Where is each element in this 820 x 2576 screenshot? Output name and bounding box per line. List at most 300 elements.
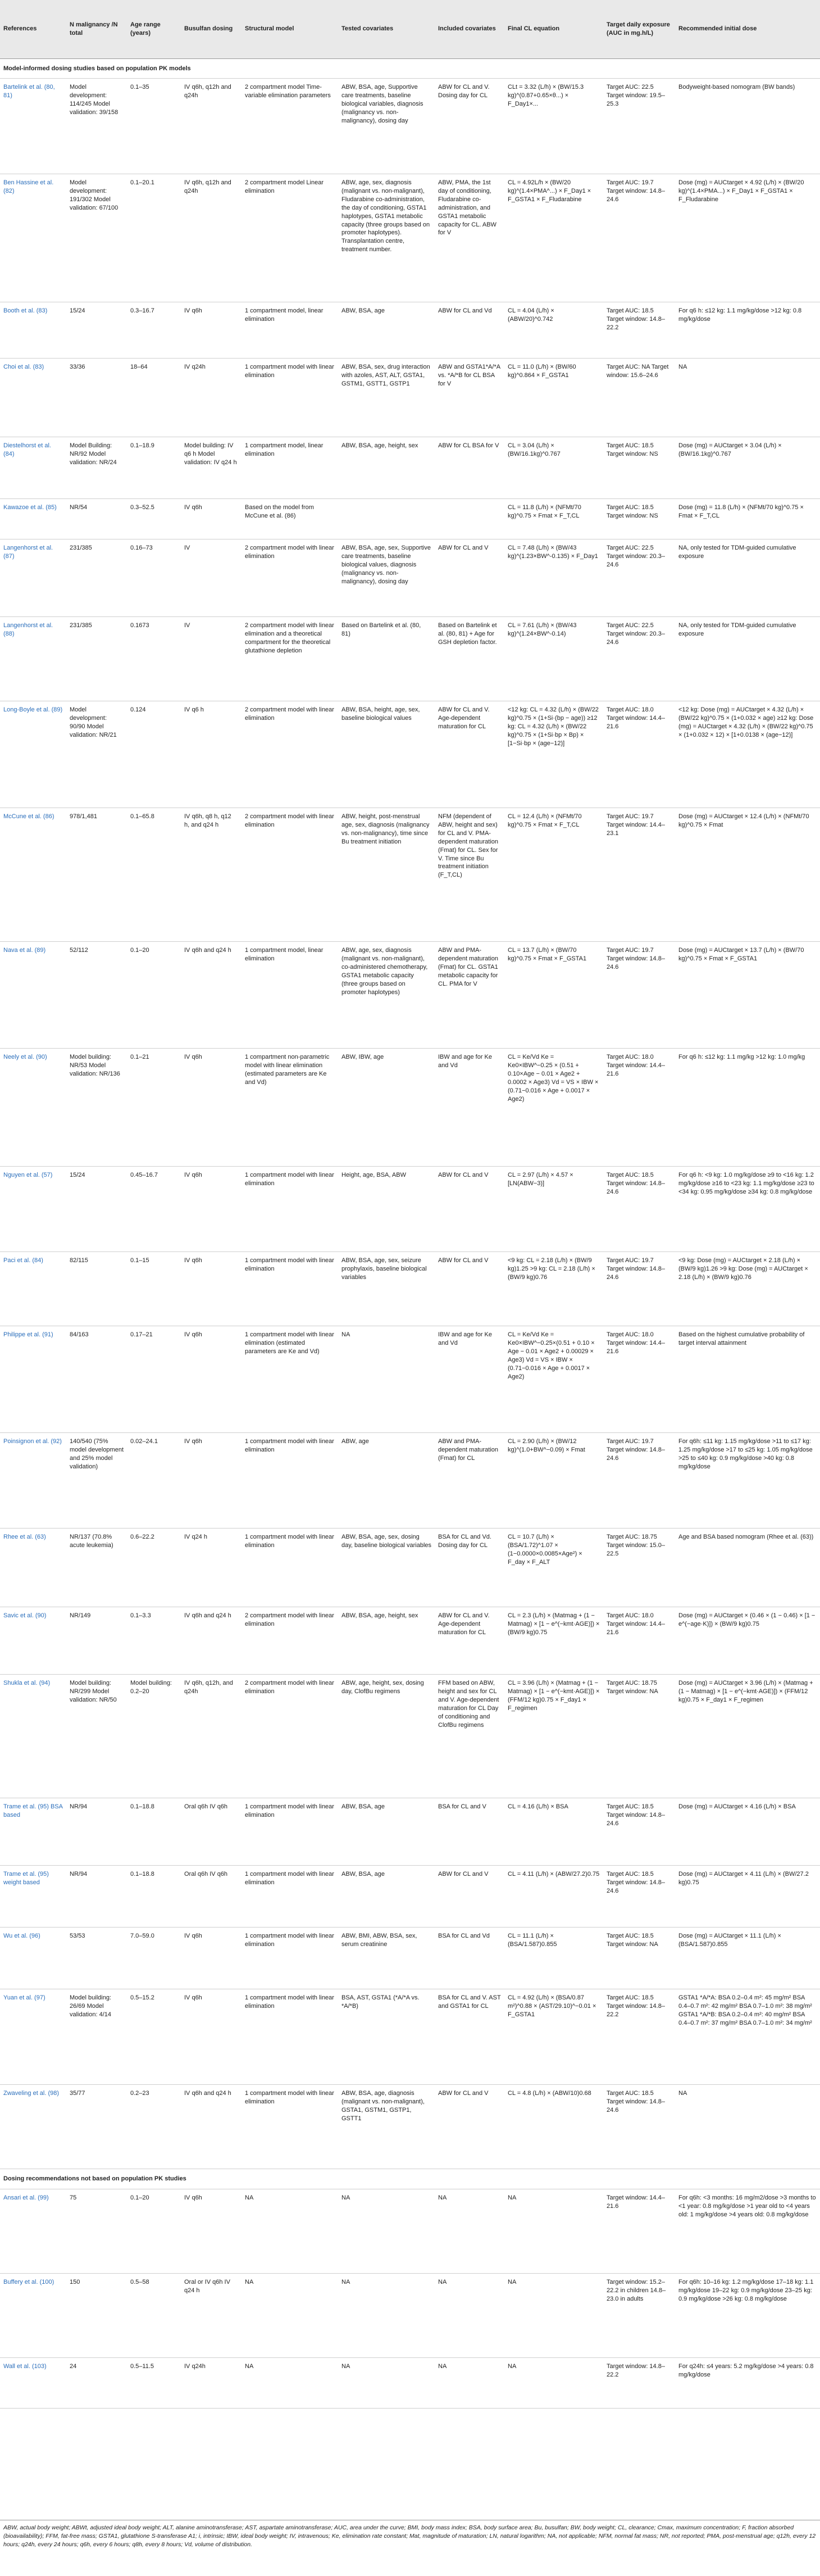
table-cell: 0.17–21 (127, 1326, 181, 1433)
table-cell: 1 compartment model with linear elimination (242, 2085, 338, 2169)
table-cell: For q6 h: <9 kg: 1.0 mg/kg/dose ≥9 to <16 kg: 1.2 mg/kg/dose ≥16 to <23 kg: 1.1 mg/kg/dose ≥23 to <34 kg: 0.95 mg/kg/dose ≥34 kg: 0.8 mg/kg/dose (675, 1167, 820, 1252)
table-cell: 0.124 (127, 701, 181, 808)
section-row (0, 2169, 820, 2189)
table-cell: ABW, BSA, age, height, sex (338, 437, 435, 499)
column-header: Final CL equation (504, 0, 603, 58)
table-cell: 0.6–22.2 (127, 1529, 181, 1607)
table-cell: Target AUC: 18.0 Target window: 14.4–21.6 (603, 1049, 675, 1167)
table-cell: Dose (mg) = AUCtarget × 13.7 (L/h) × (BW/70 kg)^0.75 × Fmat × F_GSTA1 (675, 942, 820, 1049)
table-row (0, 499, 820, 539)
reference-cell[interactable]: Zwaveling et al. (98) (0, 2085, 66, 2169)
table-cell: IV q6h (181, 302, 242, 359)
table-cell: For q6 h: ≤12 kg: 1.1 mg/kg/dose >12 kg: 0.8 mg/kg/dose (675, 302, 820, 359)
table-cell: ABW, BSA, height, age, sex, baseline biological values (338, 701, 435, 808)
table-cell: 2 compartment model Time-variable elimination parameters (242, 79, 338, 174)
table-cell: Target AUC: 18.5 Target window: 14.8–22.2 (603, 1989, 675, 2085)
table-cell: IV q6h and q24 h (181, 2085, 242, 2169)
table-cell: CL = 11.0 (L/h) × (BW/60 kg)^0.864 × F_GSTA1 (504, 359, 603, 437)
table-cell: CL = 10.7 (L/h) × (BSA/1.72)^1.07 × (1−0.0000×0.0085×Age²) × F_day × F_ALT (504, 1529, 603, 1607)
table-cell: Target AUC: 18.5 Target window: NS (603, 499, 675, 539)
table-row (0, 1252, 820, 1326)
table-cell: 0.1–65.8 (127, 808, 181, 942)
table-cell: Dose (mg) = AUCtarget × 11.1 (L/h) × (BSA/1.587)0.855 (675, 1928, 820, 1989)
table-cell: NA (435, 2189, 504, 2274)
table-cell: CL = 4.04 (L/h) × (ABW/20)^0.742 (504, 302, 603, 359)
table-cell: 0.3–52.5 (127, 499, 181, 539)
table-cell: Target AUC: 18.0 Target window: 14.4–21.6 (603, 1607, 675, 1675)
table-row (0, 701, 820, 808)
table-cell: Model development: 90/90 Model validation: NR/21 (66, 701, 127, 808)
table-cell: NA (435, 2358, 504, 2409)
table-cell: IV q6h (181, 1928, 242, 1989)
table-cell: For q6h: ≤11 kg: 1.15 mg/kg/dose >11 to ≤17 kg: 1.25 mg/kg/dose >17 to ≤25 kg: 1.05 mg/kg/dose >25 to ≤40 kg: 0.9 mg/kg/dose >40 kg: 0.8 mg/kg/dose (675, 1433, 820, 1529)
reference-cell[interactable]: Bartelink et al. (80, 81) (0, 79, 66, 174)
table-cell: 1 compartment model with linear elimination (estimated parameters are Ke and Vd) (242, 1326, 338, 1433)
table-cell: IV q6h, q8 h, q12 h, and q24 h (181, 808, 242, 942)
table-row (0, 1928, 820, 1989)
table-cell: ABW for CL and V (435, 1866, 504, 1928)
table-cell: IV q6 h (181, 701, 242, 808)
table-cell: ABW, BMI, ABW, BSA, sex, serum creatinine (338, 1928, 435, 1989)
table-cell: Dose (mg) = AUCtarget × (0.46 × (1 − 0.46) × [1 − e^(−age·K)]) × (BW/9 kg)0.75 (675, 1607, 820, 1675)
table-cell: Model building: NR/53 Model validation: NR/136 (66, 1049, 127, 1167)
table-cell: Target AUC: NA Target window: 15.6–24.6 (603, 359, 675, 437)
table-cell: Dose (mg) = AUCtarget × 3.04 (L/h) × (BW/16.1kg)^0.767 (675, 437, 820, 499)
table-cell: 0.1–20 (127, 942, 181, 1049)
table-cell: 0.1–20.1 (127, 174, 181, 302)
table-cell: IV q6h and q24 h (181, 1607, 242, 1675)
table-row (0, 808, 820, 942)
table-cell: 24 (66, 2358, 127, 2409)
reference-cell[interactable]: Nguyen et al. (57) (0, 1167, 66, 1252)
table-cell: Based on the model from McCune et al. (86) (242, 499, 338, 539)
table-cell: 2 compartment model with linear elimination (242, 1675, 338, 1798)
table-cell: Model building: 0.2–20 (127, 1675, 181, 1798)
table-cell: For q6h: <3 months: 16 mg/m2/dose >3 months to <1 year: 0.8 mg/kg/dose >1 year old to <4 years old: 1 mg/kg/dose >4 years old: 0.8 mg/kg/dose (675, 2189, 820, 2274)
table-cell: CL = 12.4 (L/h) × (NFMt/70 kg)^0.75 × Fmat × F_T,CL (504, 808, 603, 942)
table-cell: 84/163 (66, 1326, 127, 1433)
table-cell: 0.02–24.1 (127, 1433, 181, 1529)
table-cell: 2 compartment model with linear elimination (242, 701, 338, 808)
table-footnote: ABW, actual body weight; ABWt, adjusted ideal body weight; ALT, alanine aminotransferase; AST, aspartate aminotransferase; AUC, area under the curve; BMI, body mass index; BSA, body surface area; Bu, busulfan; BW, body weight; CL, clearance; Cmax, maximum concentration; F, fraction absorbed (bioavailability); FFM, fat-free mass; GSTA1, glutathione S-transferase A1; i, intrinsic; IBW, ideal body weight; IV, intravenous; Ke, elimination rate constant; Mat, magnitude of maturation; LN, natural logarithm; NA, not applicable; NFM, normal fat mass; NR, not reported; PMA, post-menstrual age; q12h, every 12 hours; q24h, every 24 hours; q6h, every 6 hours; q8h, every 8 hours; Vd, volume of distribution. (0, 2520, 820, 2553)
table-cell: IV q24h (181, 359, 242, 437)
table-row (0, 79, 820, 174)
table-cell: ABW, age, sex, diagnosis (malignant vs. non-malignant), co-administered chemotherapy, GSTA1 metabolic capacity (three groups based on promoter haplotypes) (338, 942, 435, 1049)
table-row (0, 1866, 820, 1928)
table-cell: 1 compartment model with linear elimination (242, 1866, 338, 1928)
table-cell: Target AUC: 19.7 Target window: 14.8–24.6 (603, 1433, 675, 1529)
table-cell: ABW for CL and V. Age-dependent maturation for CL (435, 701, 504, 808)
section-title: Dosing recommendations not based on population PK studies (0, 2169, 820, 2189)
table-cell: ABW, BSA, age, sex, dosing day, baseline biological variables (338, 1529, 435, 1607)
table-cell: ABW, BSA, age (338, 1866, 435, 1928)
table-cell: CLt = 3.32 (L/h) × (BW/15.3 kg)^(0.87+0.65×θ...) × F_Day1×... (504, 79, 603, 174)
reference-cell[interactable]: Paci et al. (84) (0, 1252, 66, 1326)
table-row (0, 359, 820, 437)
table-cell (435, 499, 504, 539)
table-cell: IV q6h (181, 499, 242, 539)
table-cell: CL = 4.11 (L/h) × (ABW/27.2)0.75 (504, 1866, 603, 1928)
reference-cell[interactable]: Poinsignon et al. (92) (0, 1433, 66, 1529)
table-cell: 0.45–16.7 (127, 1167, 181, 1252)
table-cell: BSA for CL and V. AST and GSTA1 for CL (435, 1989, 504, 2085)
table-row (0, 1989, 820, 2085)
table-cell: Target AUC: 18.5 Target window: NS (603, 437, 675, 499)
table-cell: CL = 4.8 (L/h) × (ABW/10)0.68 (504, 2085, 603, 2169)
table-cell (338, 499, 435, 539)
table-row (0, 942, 820, 1049)
table-cell: 0.1–18.8 (127, 1866, 181, 1928)
table-cell: NA, only tested for TDM-guided cumulative exposure (675, 617, 820, 701)
table-cell: Target AUC: 19.7 Target window: 14.8–24.6 (603, 942, 675, 1049)
column-header: N malignancy /N total (66, 0, 127, 58)
table-cell: 0.1–35 (127, 79, 181, 174)
table-cell: NA (338, 2358, 435, 2409)
table-cell: 0.2–23 (127, 2085, 181, 2169)
table-cell: ABW for CL and Vd (435, 302, 504, 359)
table-cell: 0.1–3.3 (127, 1607, 181, 1675)
table-cell: NA, only tested for TDM-guided cumulative exposure (675, 539, 820, 617)
table-cell: CL = 11.1 (L/h) × (BSA/1.587)0.855 (504, 1928, 603, 1989)
table-cell: Model Building: NR/92 Model validation: NR/24 (66, 437, 127, 499)
table-cell: IV q6h (181, 1049, 242, 1167)
reference-cell[interactable]: Wu et al. (96) (0, 1928, 66, 1989)
table-cell: 0.3–16.7 (127, 302, 181, 359)
table-cell: 1 compartment non-parametric model with linear elimination (estimated parameters are Ke and Vd) (242, 1049, 338, 1167)
table-cell: Target AUC: 22.5 Target window: 20.3–24.6 (603, 617, 675, 701)
table-cell: 53/53 (66, 1928, 127, 1989)
table-cell: 1 compartment model with linear elimination (242, 1989, 338, 2085)
table-cell: Target AUC: 18.0 Target window: 14.4–21.6 (603, 1326, 675, 1433)
table-row (0, 2085, 820, 2169)
table-cell: Model building: 26/69 Model validation: 4/14 (66, 1989, 127, 2085)
reference-cell[interactable]: Buffery et al. (100) (0, 2274, 66, 2358)
table-cell: CL = 7.61 (L/h) × (BW/43 kg)^(1.24×BW^-0.14) (504, 617, 603, 701)
table-cell: BSA for CL and Vd (435, 1928, 504, 1989)
table-cell: NR/94 (66, 1798, 127, 1866)
table-cell: ABW for CL and V (435, 1167, 504, 1252)
reference-cell[interactable]: Rhee et al. (63) (0, 1529, 66, 1607)
table-cell: NA (504, 2358, 603, 2409)
table-cell: ABW and PMA-dependent maturation (Fmat) for CL. GSTA1 metabolic capacity for CL. PMA for V (435, 942, 504, 1049)
table-cell: NA (242, 2358, 338, 2409)
reference-cell[interactable]: Yuan et al. (97) (0, 1989, 66, 2085)
table-row (0, 437, 820, 499)
table-row (0, 539, 820, 617)
table-cell: Target AUC: 18.5 Target window: 14.8–24.6 (603, 2085, 675, 2169)
table-cell: Target AUC: 19.7 Target window: 14.8–24.6 (603, 174, 675, 302)
table-cell: CL = 2.3 (L/h) × (Matmag + (1 − Matmag) × [1 − e^(−kmt·AGE)]) × (BW/9 kg)0.75 (504, 1607, 603, 1675)
table-cell: 2 compartment model with linear elimination (242, 808, 338, 942)
table-cell: NA (338, 1326, 435, 1433)
column-header: Recommended initial dose (675, 0, 820, 58)
reference-cell[interactable]: Ben Hassine et al. (82) (0, 174, 66, 302)
table-row (0, 2189, 820, 2274)
reference-cell[interactable]: Neely et al. (90) (0, 1049, 66, 1167)
reference-cell[interactable]: Diestelhorst et al. (84) (0, 437, 66, 499)
table-cell: 150 (66, 2274, 127, 2358)
table-cell: 75 (66, 2189, 127, 2274)
table-cell: NA (435, 2274, 504, 2358)
table-cell: ABW, BSA, age, diagnosis (malignant vs. non-malignant), GSTA1, GSTM1, GSTP1, GSTT1 (338, 2085, 435, 2169)
table-cell: ABW for CL and V. Dosing day for CL (435, 79, 504, 174)
table-cell: 1 compartment model, linear elimination (242, 302, 338, 359)
table-cell: IV q24h (181, 2358, 242, 2409)
section-row (0, 58, 820, 79)
reference-cell[interactable]: Savic et al. (90) (0, 1607, 66, 1675)
table-cell: 82/115 (66, 1252, 127, 1326)
table-cell: <12 kg: Dose (mg) = AUCtarget × 4.32 (L/h) × (BW/22 kg)^0.75 × (1+0.032 × age) ≥12 kg: Dose (mg) = AUCtarget × 4.32 (L/h) × (BW/22 kg)^0.75 × (1+0.032 × 12) × [1+0.0138 × (age−12)] (675, 701, 820, 808)
table-cell: 35/77 (66, 2085, 127, 2169)
table-cell: NR/137 (70.8% acute leukemia) (66, 1529, 127, 1607)
table-cell: IV (181, 617, 242, 701)
table-cell: Target AUC: 18.75 Target window: NA (603, 1675, 675, 1798)
table-cell: 978/1,481 (66, 808, 127, 942)
table-cell: <9 kg: Dose (mg) = AUCtarget × 2.18 (L/h) × (BW/9 kg)1.26 >9 kg: Dose (mg) = AUCtarget × 2.18 (L/h) × (BW/9 kg)0.76 (675, 1252, 820, 1326)
table-cell: 0.5–58 (127, 2274, 181, 2358)
table-cell: ABW, age, sex, diagnosis (malignant vs. non-malignant), Fludarabine co-administration, the day of conditioning, GSTA1 haplotypes, GSTA1 metabolic capacity (three groups based on promoter haplotypes). Transplantation centre, treatment number. (338, 174, 435, 302)
table-cell: Target AUC: 18.5 Target window: 14.8–22.2 (603, 302, 675, 359)
table-cell: 2 compartment model with linear elimination (242, 539, 338, 617)
table-cell: ABW, BSA, age (338, 302, 435, 359)
column-header: Included covariates (435, 0, 504, 58)
table-header-row (0, 0, 820, 58)
table-cell: CL = Ke/Vd Ke = Ke0×IBW^−0.25 × (0.51 + 0.10×Age − 0.01 × Age2 + 0.0002 × Age3) Vd = VS × IBW × (0.71−0.016 × Age + 0.0017 × Age2) (504, 1049, 603, 1167)
table-cell: CL = 4.92 (L/h) × (BSA/0.87 m²)^0.88 × (AST/29.10)^−0.01 × F_GSTA1 (504, 1989, 603, 2085)
table-cell: 1 compartment model with linear elimination (242, 1167, 338, 1252)
table-cell: Model development: 114/245 Model validation: 39/158 (66, 79, 127, 174)
table-cell: ABW, height, post-menstrual age, sex, diagnosis (malignancy vs. non-malignancy), time since Bu treatment initiation (338, 808, 435, 942)
column-header: Busulfan dosing (181, 0, 242, 58)
reference-cell[interactable]: Langenhorst et al. (88) (0, 617, 66, 701)
table-cell: 1 compartment model with linear elimination (242, 1252, 338, 1326)
table-cell: 2 compartment model Linear elimination (242, 174, 338, 302)
table-cell: 231/385 (66, 617, 127, 701)
table-row (0, 1529, 820, 1607)
table-cell: CL = 7.48 (L/h) × (BW/43 kg)^(1.23×BW^-0.135) × F_Day1 (504, 539, 603, 617)
table-cell: NA (338, 2274, 435, 2358)
table-cell: ABW, BSA, age (338, 1798, 435, 1866)
section-title: Model-informed dosing studies based on population PK models (0, 58, 820, 79)
table-cell: 1 compartment model with linear elimination (242, 359, 338, 437)
column-header: References (0, 0, 66, 58)
table-row (0, 2274, 820, 2358)
table-cell: ABW for CL and V (435, 539, 504, 617)
table-cell: 0.1673 (127, 617, 181, 701)
table-cell: Target AUC: 18.5 Target window: 14.8–24.6 (603, 1167, 675, 1252)
reference-cell[interactable]: Shukla et al. (94) (0, 1675, 66, 1798)
table-cell: 0.1–18.9 (127, 437, 181, 499)
table-cell: ABW, age (338, 1433, 435, 1529)
table-cell: Target window: 15.2–22.2 in children 14.8–23.0 in adults (603, 2274, 675, 2358)
reference-cell[interactable]: Choi et al. (83) (0, 359, 66, 437)
table-cell: Based on Bartelink et al. (80, 81) + Age for GSH depletion factor. (435, 617, 504, 701)
table-cell: Oral q6h IV q6h (181, 1866, 242, 1928)
table-cell: IBW and age for Ke and Vd (435, 1049, 504, 1167)
table-cell: 2 compartment model with linear elimination (242, 1607, 338, 1675)
table-row (0, 174, 820, 302)
table-cell: 1 compartment model with linear elimination (242, 1798, 338, 1866)
table-cell: Dose (mg) = 11.8 (L/h) × (NFMt/70 kg)^0.75 × Fmat × F_T,CL (675, 499, 820, 539)
table-cell: NA (242, 2189, 338, 2274)
table-cell: ABW for CL and V. Age-dependent maturation for CL (435, 1607, 504, 1675)
table-cell: 1 compartment model, linear elimination (242, 437, 338, 499)
table-row (0, 302, 820, 359)
table-cell: IV q6h (181, 2189, 242, 2274)
table-cell: IV q6h, q12h and q24h (181, 79, 242, 174)
table-cell: NA (675, 2085, 820, 2169)
column-header: Age range (years) (127, 0, 181, 58)
table-cell: NFM (dependent of ABW, height and sex) for CL and V. PMA-dependent maturation (Fmat) for CL. Sex for V. Time since Bu treatment initiation (F_T,CL) (435, 808, 504, 942)
reference-cell[interactable]: Trame et al. (95) weight based (0, 1866, 66, 1928)
reference-cell[interactable]: Long-Boyle et al. (89) (0, 701, 66, 808)
reference-cell[interactable]: Philippe et al. (91) (0, 1326, 66, 1433)
table-cell: BSA for CL and Vd. Dosing day for CL (435, 1529, 504, 1607)
table-cell: IV q6h, q12h, and q24h (181, 1675, 242, 1798)
table-cell: CL = 4.92L/h × (BW/20 kg)^(1.4×PMA^...) × F_Day1 × F_GSTA1 × F_Fludarabine (504, 174, 603, 302)
table-cell: Oral q6h IV q6h (181, 1798, 242, 1866)
table-cell: Model development: 191/302 Model validation: 67/100 (66, 174, 127, 302)
table-cell: NA (504, 2189, 603, 2274)
table-row (0, 1326, 820, 1433)
table-cell: 33/36 (66, 359, 127, 437)
table-cell: 0.1–15 (127, 1252, 181, 1326)
table-cell: ABW, BSA, age, sex, seizure prophylaxis, baseline biological variables (338, 1252, 435, 1326)
table-cell: 15/24 (66, 1167, 127, 1252)
table-cell: NR/149 (66, 1607, 127, 1675)
table-cell: <9 kg: CL = 2.18 (L/h) × (BW/9 kg)1.25 >9 kg: CL = 2.18 (L/h) × (BW/9 kg)0.76 (504, 1252, 603, 1326)
table-cell: IBW and age for Ke and Vd (435, 1326, 504, 1433)
table-cell: Bodyweight-based nomogram (BW bands) (675, 79, 820, 174)
table-cell: ABW for CL and V (435, 1252, 504, 1326)
table-cell: BSA, AST, GSTA1 (*A/*A vs. *A/*B) (338, 1989, 435, 2085)
table-cell: IV (181, 539, 242, 617)
table-cell: Dose (mg) = AUCtarget × 4.11 (L/h) × (BW/27.2 kg)0.75 (675, 1866, 820, 1928)
table-cell: Target AUC: 22.5 Target window: 20.3–24.6 (603, 539, 675, 617)
table-cell: 0.1–18.8 (127, 1798, 181, 1866)
table-row (0, 2358, 820, 2409)
table-cell: Based on Bartelink et al. (80, 81) (338, 617, 435, 701)
table-cell: 18–64 (127, 359, 181, 437)
table-cell: 1 compartment model, linear elimination (242, 942, 338, 1049)
table-cell: NA (504, 2274, 603, 2358)
table-cell: IV q6h (181, 1326, 242, 1433)
table-cell: Target AUC: 18.5 Target window: NA (603, 1928, 675, 1989)
table-cell: BSA for CL and V (435, 1798, 504, 1866)
table-cell: IV q6h (181, 1989, 242, 2085)
table-cell: CL = 2.97 (L/h) × 4.57 × [LN(ABW−3)] (504, 1167, 603, 1252)
table-cell: 231/385 (66, 539, 127, 617)
table-cell: For q24h: ≤4 years: 5.2 mg/kg/dose >4 years: 0.8 mg/kg/dose (675, 2358, 820, 2409)
table-cell: Target AUC: 19.7 Target window: 14.8–24.6 (603, 1252, 675, 1326)
table-cell: Target AUC: 18.75 Target window: 15.0–22.5 (603, 1529, 675, 1607)
table-cell: ABW, age, height, sex, dosing day, ClofBu regimens (338, 1675, 435, 1798)
table-cell: 140/540 (75% model development and 25% model validation) (66, 1433, 127, 1529)
table-cell: Target AUC: 18.0 Target window: 14.4–21.6 (603, 701, 675, 808)
table-cell: Target AUC: 19.7 Target window: 14.4–23.1 (603, 808, 675, 942)
table-cell: Oral or IV q6h IV q24 h (181, 2274, 242, 2358)
table-cell: 0.1–20 (127, 2189, 181, 2274)
reference-cell[interactable]: Wall et al. (103) (0, 2358, 66, 2409)
table-cell: 15/24 (66, 302, 127, 359)
table-cell: 0.5–15.2 (127, 1989, 181, 2085)
table-cell: Dose (mg) = AUCtarget × 12.4 (L/h) × (NFMt/70 kg)^0.75 × Fmat (675, 808, 820, 942)
table-cell: For q6 h: ≤12 kg: 1.1 mg/kg >12 kg: 1.0 mg/kg (675, 1049, 820, 1167)
reference-cell[interactable]: McCune et al. (86) (0, 808, 66, 942)
table-cell: Target window: 14.4–21.6 (603, 2189, 675, 2274)
column-header: Tested covariates (338, 0, 435, 58)
table-cell: 2 compartment model with linear elimination and a theoretical compartment for the theoretical glutathione depletion (242, 617, 338, 701)
table-cell: CL = 3.96 (L/h) × (Matmag + (1 − Matmag) × [1 − e^(−kmt·AGE)]) × (FFM/12 kg)0.75 × F_day1 × F_regimen (504, 1675, 603, 1798)
table-cell: 1 compartment model with linear elimination (242, 1529, 338, 1607)
reference-cell[interactable]: Langenhorst et al. (87) (0, 539, 66, 617)
table-row (0, 1675, 820, 1798)
table-cell: Dose (mg) = AUCtarget × 4.92 (L/h) × (BW/20 kg)^(1.4×PMA...) × F_Day1 × F_GSTA1 × F_Fludarabine (675, 174, 820, 302)
table-cell: Target AUC: 18.5 Target window: 14.8–24.6 (603, 1798, 675, 1866)
table-cell: ABW, IBW, age (338, 1049, 435, 1167)
reference-cell[interactable]: Nava et al. (89) (0, 942, 66, 1049)
table-cell: 0.16–73 (127, 539, 181, 617)
table-cell: ABW for CL BSA for V (435, 437, 504, 499)
table-cell: CL = 2.90 (L/h) × (BW/12 kg)^(1.0+BW^−0.09) × Fmat (504, 1433, 603, 1529)
table-cell: NA (242, 2274, 338, 2358)
reference-cell[interactable]: Booth et al. (83) (0, 302, 66, 359)
table-cell: NR/54 (66, 499, 127, 539)
table-row (0, 1049, 820, 1167)
reference-cell[interactable]: Ansari et al. (99) (0, 2189, 66, 2274)
reference-cell[interactable]: Kawazoe et al. (85) (0, 499, 66, 539)
table-cell: Age and BSA based nomogram (Rhee et al. (63)) (675, 1529, 820, 1607)
table-cell: IV q24 h (181, 1529, 242, 1607)
table-cell: IV q6h, q12h and q24h (181, 174, 242, 302)
table-row (0, 617, 820, 701)
table-cell: Dose (mg) = AUCtarget × 3.96 (L/h) × (Matmag + (1 − Matmag) × [1 − e^(−kmt·AGE)]) × (FFM/12 kg)0.75 × F_day1 × F_regimen (675, 1675, 820, 1798)
table-row (0, 1167, 820, 1252)
table-cell: Model building: IV q6 h Model validation: IV q24 h (181, 437, 242, 499)
table-cell: For q6h: 10–16 kg: 1.2 mg/kg/dose 17–18 kg: 1.1 mg/kg/dose 19–22 kg: 0.9 mg/kg/dose 23–25 kg: 0.9 mg/kg/dose >26 kg: 0.8 mg/kg/dose (675, 2274, 820, 2358)
table-cell: ABW, BSA, age, Supportive care treatments, baseline biological variables, diagnosis (malignancy vs. non-malignancy), dosing day (338, 79, 435, 174)
table-cell: ABW, PMA, the 1st day of conditioning, Fludarabine co-administration, and GSTA1 metabolic capacity for CL. ABW for V (435, 174, 504, 302)
table-cell: 0.5–11.5 (127, 2358, 181, 2409)
table-cell: IV q6h and q24 h (181, 942, 242, 1049)
table-cell: CL = 11.8 (L/h) × (NFMt/70 kg)^0.75 × Fmat × F_T,CL (504, 499, 603, 539)
table-cell: Height, age, BSA, ABW (338, 1167, 435, 1252)
table-cell: Dose (mg) = AUCtarget × 4.16 (L/h) × BSA (675, 1798, 820, 1866)
table-cell: ABW, BSA, sex, drug interaction with azoles, AST, ALT, GSTA1, GSTM1, GSTT1, GSTP1 (338, 359, 435, 437)
table-cell: CL = 13.7 (L/h) × (BW/70 kg)^0.75 × Fmat × F_GSTA1 (504, 942, 603, 1049)
table-cell: Based on the highest cumulative probability of target interval attainment (675, 1326, 820, 1433)
reference-cell[interactable]: Trame et al. (95) BSA based (0, 1798, 66, 1866)
table-cell: ABW, BSA, age, height, sex (338, 1607, 435, 1675)
table-cell: IV q6h (181, 1252, 242, 1326)
table-cell: Model building: NR/299 Model validation: NR/50 (66, 1675, 127, 1798)
table-row (0, 1798, 820, 1866)
table-cell: 52/112 (66, 942, 127, 1049)
table-cell: ABW and GSTA1*A/*A vs. *A/*B for CL BSA for V (435, 359, 504, 437)
table-cell: NR/94 (66, 1866, 127, 1928)
table-cell: IV q6h (181, 1167, 242, 1252)
table-cell: <12 kg: CL = 4.32 (L/h) × (BW/22 kg)^0.75 × (1+Si·(bp − age)) ≥12 kg: CL = 4.32 (L/h) × (BW/22 kg)^0.75 × (1+Si·bp × Bp) × [1−Si·bp × (age−12)] (504, 701, 603, 808)
table-cell: GSTA1 *A/*A: BSA 0.2–0.4 m²: 45 mg/m² BSA 0.4–0.7 m²: 42 mg/m² BSA 0.7–1.0 m²: 38 mg/m² GSTA1 *A/*B: BSA 0.2–0.4 m²: 40 mg/m² BSA 0.4–0.7 m²: 37 mg/m² BSA 0.7–1.0 m²: 34 mg/m² (675, 1989, 820, 2085)
table-cell: NA (338, 2189, 435, 2274)
table-cell: Target AUC: 18.5 Target window: 14.8–24.6 (603, 1866, 675, 1928)
table-cell: ABW for CL and V (435, 2085, 504, 2169)
table-cell: CL = 3.04 (L/h) × (BW/16.1kg)^0.767 (504, 437, 603, 499)
table-cell: CL = 4.16 (L/h) × BSA (504, 1798, 603, 1866)
column-header: Structural model (242, 0, 338, 58)
table-row (0, 1433, 820, 1529)
table-cell: NA (675, 359, 820, 437)
